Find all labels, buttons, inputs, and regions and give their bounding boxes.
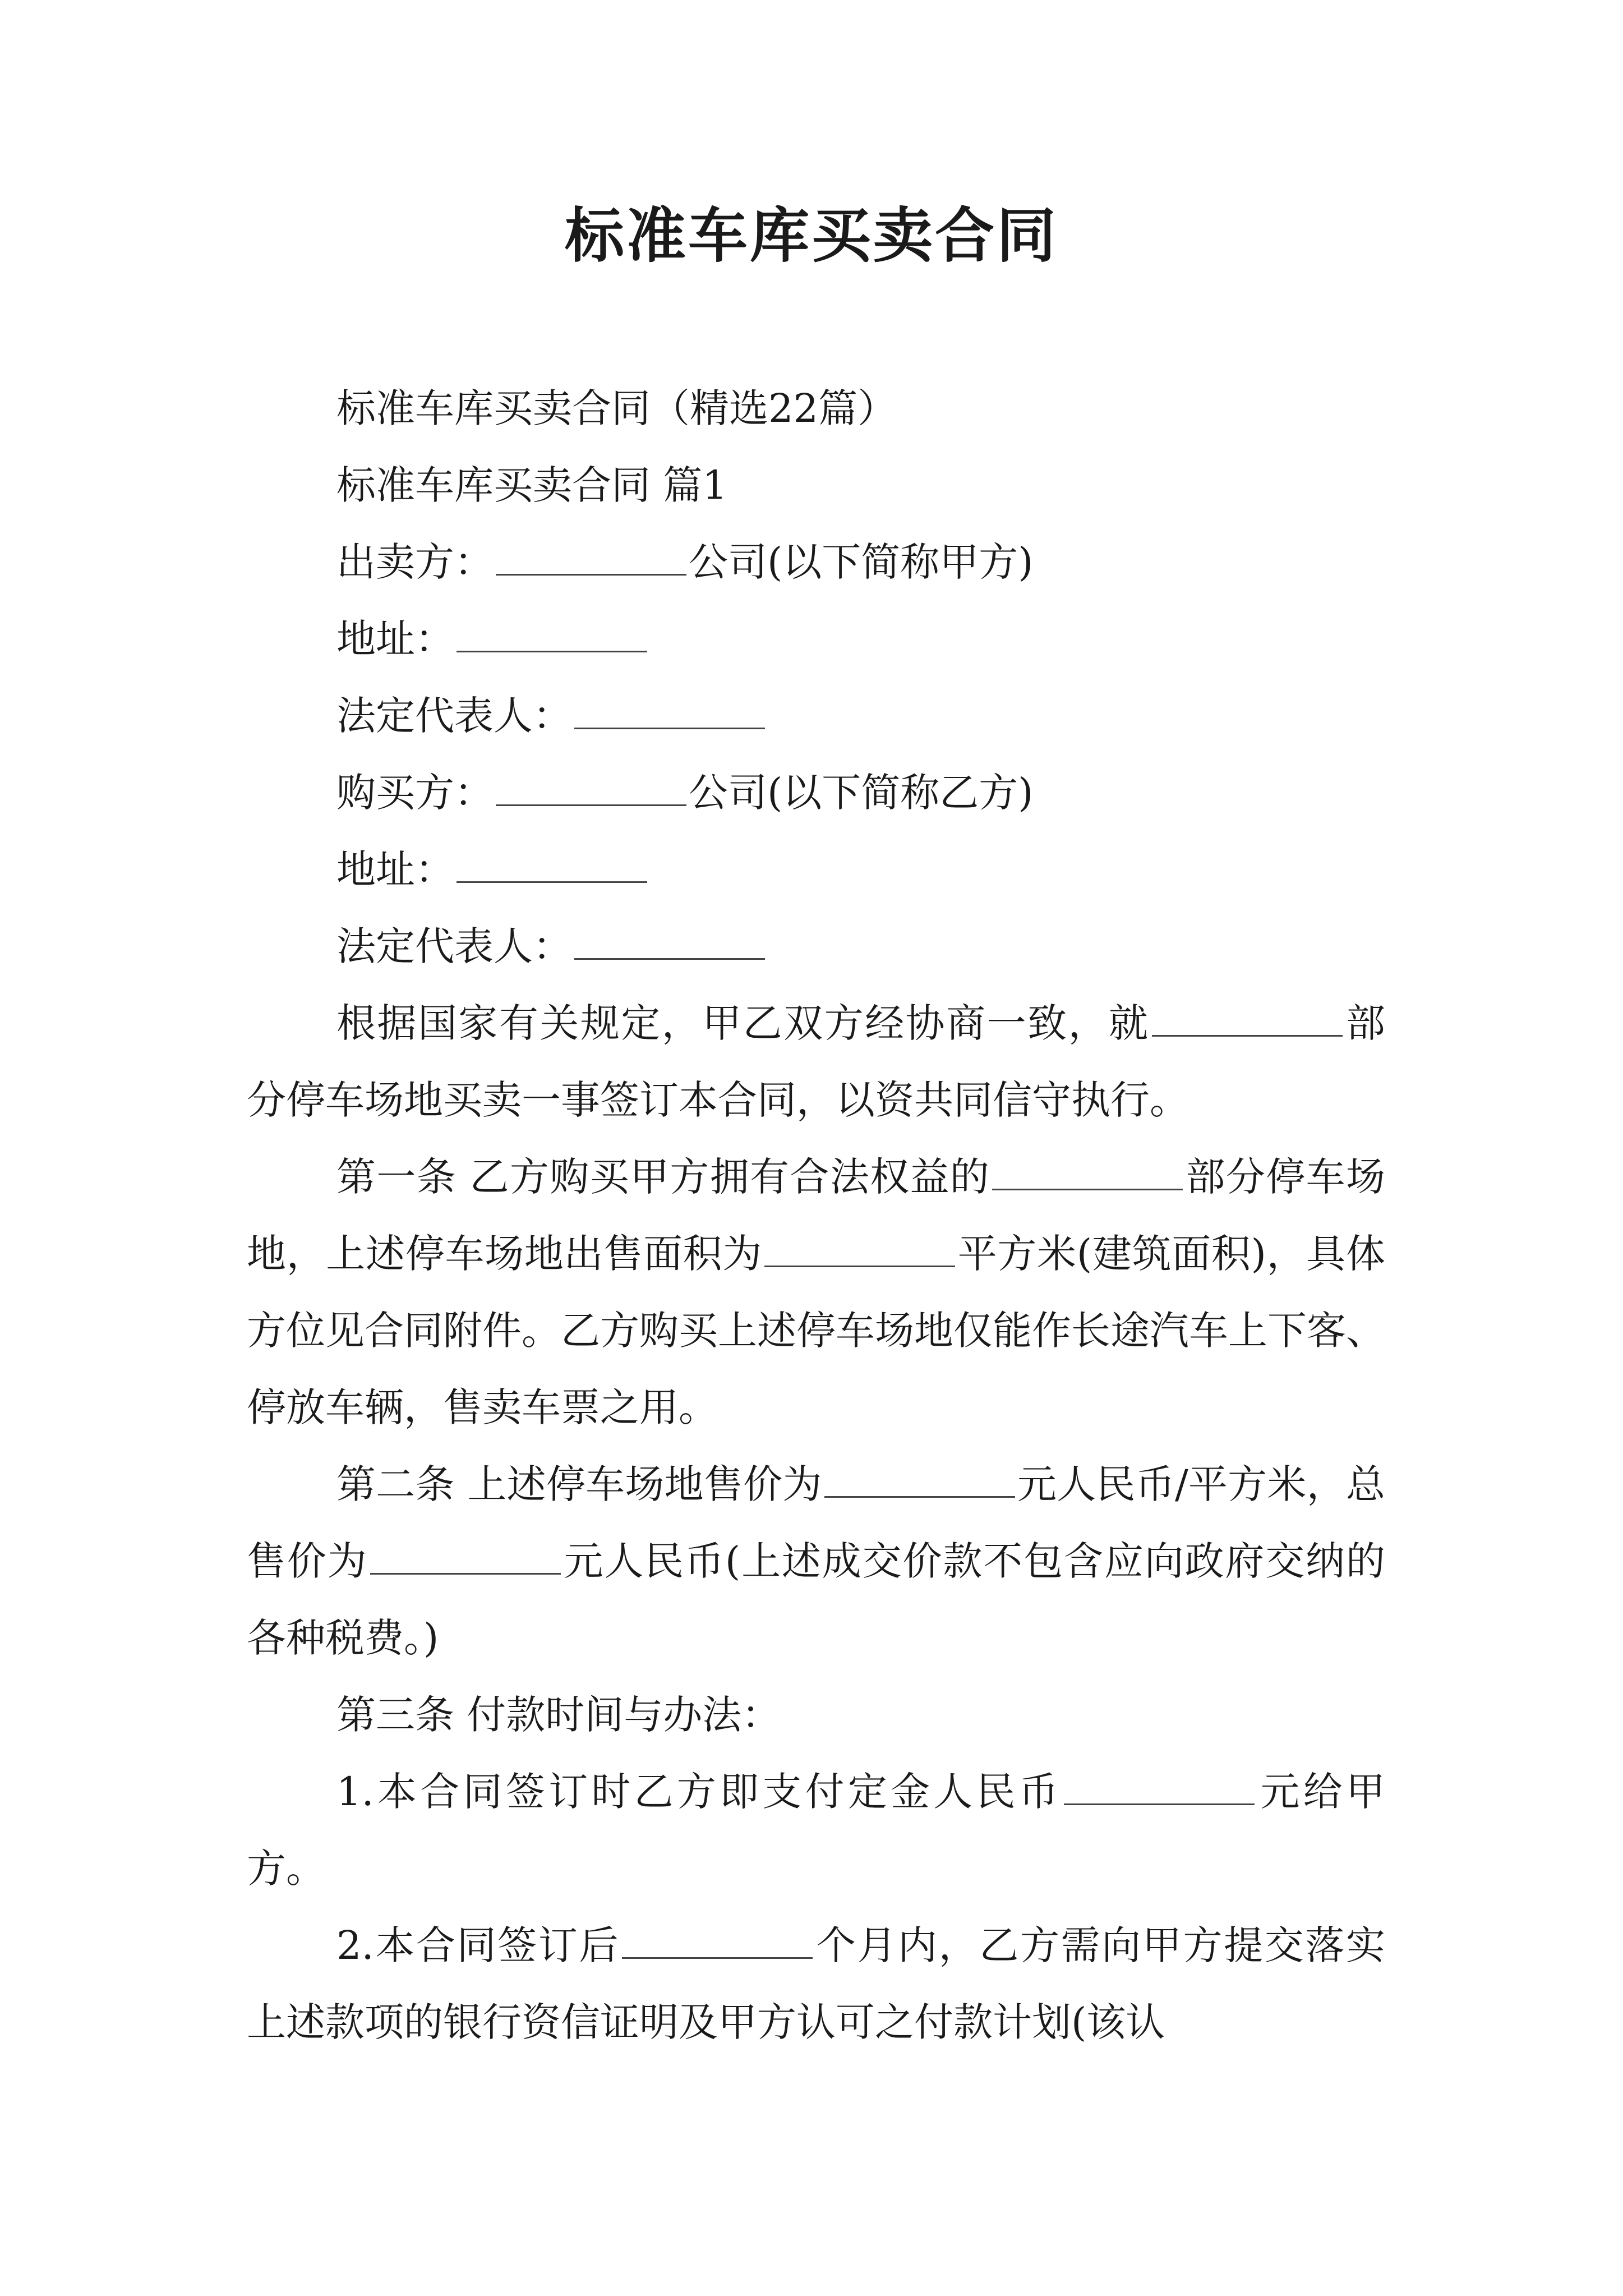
rep-label: 法定代表人： [336, 693, 572, 739]
item-2-paragraph [247, 1907, 1385, 2061]
buyer-suffix: 公司(以下简称乙方) [689, 770, 1034, 816]
blank-field [574, 694, 765, 729]
blank-field [992, 1155, 1183, 1190]
article-2-text-b: 元人民币/平方米，总售价为 [247, 1461, 1385, 1584]
article-2-text-a: 第二条 上述停车场地售价为 [336, 1461, 822, 1507]
intro-paragraph [247, 985, 1385, 1139]
blank-field [1152, 1001, 1343, 1037]
item-1-text-a: 1.本合同签订时乙方即支付定金人民币 [336, 1769, 1062, 1815]
buyer-line [247, 754, 1385, 831]
seller-address-line [247, 601, 1385, 678]
seller-rep-line [247, 678, 1385, 754]
seller-label: 出卖方： [336, 539, 494, 585]
buyer-rep-line [247, 908, 1385, 985]
blank-field [457, 848, 647, 883]
item-2-text-a: 2.本合同签订后 [336, 1922, 620, 1968]
article-2-text-c: 元人民币(上述成交价款不包含应向政府交纳的各种税费。) [247, 1538, 1386, 1661]
subtitle-line: 标准车库买卖合同（精选22篇） [336, 385, 897, 431]
buyer-address-line [247, 831, 1385, 908]
buyer-label: 购买方： [336, 770, 494, 816]
blank-field [496, 771, 686, 806]
address-label: 地址： [336, 616, 454, 662]
article-1-text-c: 平方米(建筑面积)，具体方位见合同附件。乙方购买上述停车场地仅能作长途汽车上下客、停放车辆，售卖车票之用。 [247, 1231, 1386, 1430]
article-1-text-a: 第一条 乙方购买甲方拥有合法权益的 [336, 1154, 990, 1200]
section-heading: 标准车库买卖合同 篇1 [336, 462, 727, 508]
article-1-paragraph [247, 1139, 1385, 1446]
seller-suffix: 公司(以下简称甲方) [689, 539, 1034, 585]
blank-field [764, 1232, 955, 1267]
intro-text-a: 根据国家有关规定，甲乙双方经协商一致，就 [336, 1000, 1150, 1046]
article-3-heading: 第三条 付款时间与办法： [336, 1692, 781, 1738]
rep-label: 法定代表人： [336, 923, 572, 969]
article-1-text-b: 部分停车场地，上述停车场地出售面积为 [247, 1154, 1386, 1277]
blank-field [457, 617, 647, 652]
document-title: 标准车库买卖合同 [565, 200, 1058, 270]
article-2-paragraph [247, 1446, 1385, 1677]
blank-field [1064, 1770, 1255, 1805]
document-body [247, 370, 1385, 2061]
blank-field [370, 1539, 561, 1575]
blank-field [622, 1924, 813, 1959]
address-label: 地址： [336, 846, 454, 892]
item-1-text-b: 元给甲方。 [247, 1769, 1385, 1892]
seller-line [247, 524, 1385, 601]
blank-field [574, 924, 765, 960]
item-1-paragraph [247, 1754, 1385, 1907]
intro-text-b: 部分停车场地买卖一事签订本合同，以资共同信守执行。 [247, 1000, 1386, 1123]
blank-field [824, 1462, 1015, 1498]
item-2-text-b: 个月内，乙方需向甲方提交落实上述款项的银行资信证明及甲方认可之付款计划(该认 [247, 1922, 1386, 2045]
blank-field [496, 540, 686, 576]
